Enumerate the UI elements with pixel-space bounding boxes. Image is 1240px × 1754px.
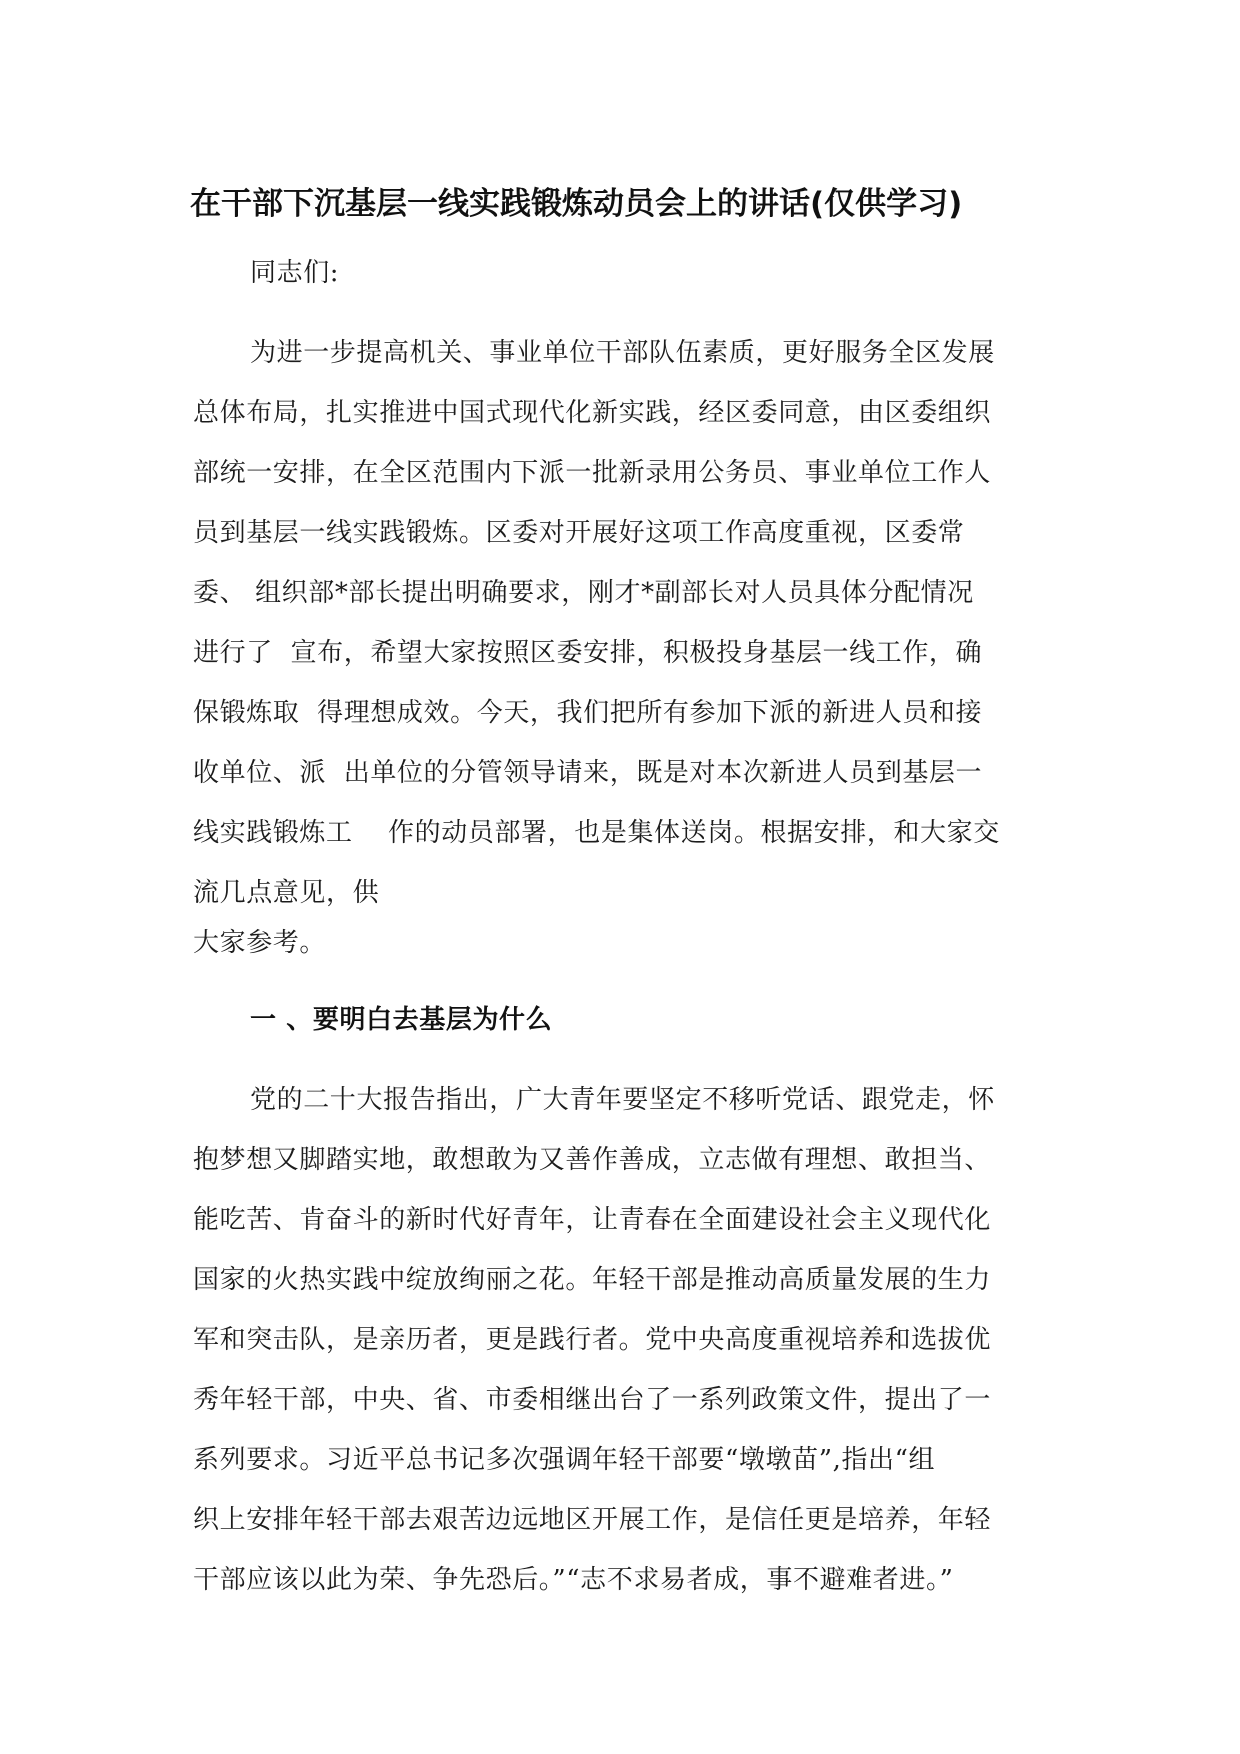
intro-line: 为进一步提高机关、事业单位干部队伍素质，更好服务全区发展 — [250, 338, 995, 368]
section-line: 系列要求。习近平总书记多次强调年轻干部要“墩墩苗”,指出“组 — [193, 1445, 936, 1475]
intro-line: 流几点意见，供 — [193, 878, 380, 908]
section-line: 国家的火热实践中绽放绚丽之花。年轻干部是推动高质量发展的生力 — [193, 1265, 992, 1295]
section-heading: 一 、要明白去基层为什么 — [250, 1005, 553, 1035]
intro-line: 委、 组织部*部长提出明确要求，刚才*副部长对人员具体分配情况 — [193, 578, 974, 608]
document-title: 在干部下沉基层一线实践锻炼动员会上的讲话(仅供学习) — [190, 186, 963, 222]
section-line: 秀年轻干部，中央、省、市委相继出台了一系列政策文件，提出了一 — [193, 1385, 992, 1415]
section-line: 能吃苦、肯奋斗的新时代好青年，让青春在全面建设社会主义现代化 — [193, 1205, 992, 1235]
intro-line: 部统一安排，在全区范围内下派一批新录用公务员、事业单位工作人 — [193, 458, 992, 488]
section-line: 织上安排年轻干部去艰苦边远地区开展工作，是信任更是培养，年轻 — [193, 1505, 992, 1535]
intro-line: 总体布局，扎实推进中国式现代化新实践，经区委同意，由区委组织 — [193, 398, 992, 428]
intro-line: 员到基层一线实践锻炼。区委对开展好这项工作高度重视，区委常 — [193, 518, 965, 548]
intro-line: 进行了 宣布，希望大家按照区委安排，积极投身基层一线工作，确 — [193, 638, 983, 668]
section-line: 干部应该以此为荣、争先恐后。”“志不求易者成，事不避难者进。” — [193, 1565, 954, 1595]
intro-line: 收单位、派 出单位的分管领导请来，既是对本次新进人员到基层一 — [193, 758, 983, 788]
intro-line: 保锻炼取 得理想成效。今天，我们把所有参加下派的新进人员和接 — [193, 698, 983, 728]
section-line: 抱梦想又脚踏实地，敢想敢为又善作善成，立志做有理想、敢担当、 — [193, 1145, 992, 1175]
salutation: 同志们: — [250, 258, 340, 288]
intro-line: 大家参考。 — [193, 928, 327, 958]
intro-line: 线实践锻炼工 作的动员部署，也是集体送岗。根据安排，和大家交 — [193, 818, 1000, 848]
section-line: 军和突击队，是亲历者，更是践行者。党中央高度重视培养和选拔优 — [193, 1325, 992, 1355]
section-line: 党的二十大报告指出，广大青年要坚定不移听党话、跟党走，怀 — [250, 1085, 995, 1115]
